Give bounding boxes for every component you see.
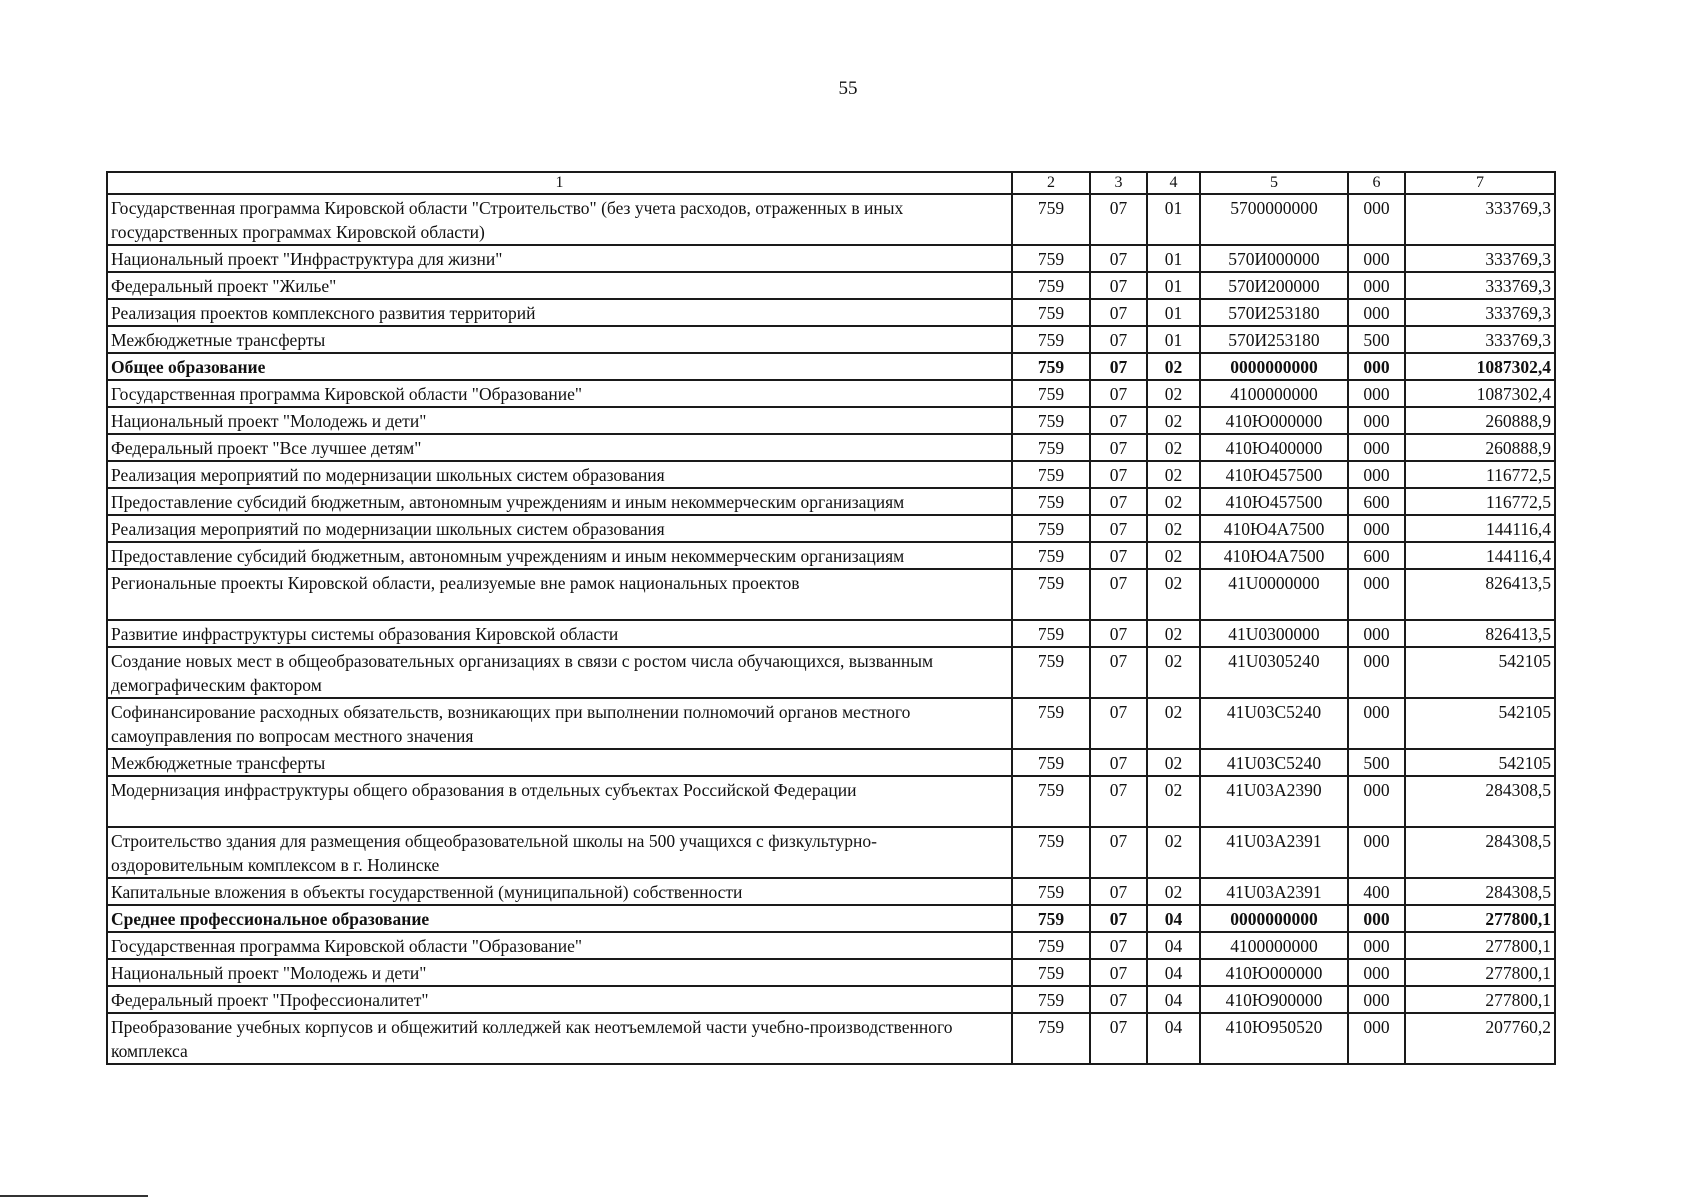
cell-subsection: 04 (1147, 959, 1200, 986)
cell-expense-type: 000 (1348, 380, 1405, 407)
table-row (107, 827, 1555, 878)
cell-amount: 826413,5 (1405, 569, 1555, 620)
cell-expense-type: 000 (1348, 353, 1405, 380)
cell-subsection: 01 (1147, 326, 1200, 353)
cell-target-article: 570И253180 (1200, 326, 1348, 353)
cell-amount: 1087302,4 (1405, 380, 1555, 407)
cell-name: Национальный проект "Молодежь и дети" (107, 959, 1012, 986)
budget-table (106, 171, 1556, 1065)
cell-expense-type: 000 (1348, 959, 1405, 986)
cell-amount: 284308,5 (1405, 827, 1555, 878)
cell-subsection: 02 (1147, 878, 1200, 905)
cell-target-article: 4100000000 (1200, 380, 1348, 407)
cell-section: 07 (1090, 569, 1147, 620)
cell-subsection: 02 (1147, 461, 1200, 488)
cell-expense-type: 000 (1348, 461, 1405, 488)
cell-section: 07 (1090, 986, 1147, 1013)
cell-section: 07 (1090, 353, 1147, 380)
cell-target-article: 41U0000000 (1200, 569, 1348, 620)
cell-expense-type: 500 (1348, 326, 1405, 353)
cell-ministry: 759 (1012, 749, 1090, 776)
cell-ministry: 759 (1012, 353, 1090, 380)
cell-ministry: 759 (1012, 407, 1090, 434)
cell-subsection: 02 (1147, 434, 1200, 461)
header-col-1: 1 (107, 172, 1012, 194)
cell-name: Модернизация инфраструктуры общего образования в отдельных субъектах Российской Федерации (107, 776, 1012, 827)
table-row (107, 461, 1555, 488)
table-row (107, 272, 1555, 299)
cell-subsection: 02 (1147, 353, 1200, 380)
cell-amount: 542105 (1405, 647, 1555, 698)
cell-target-article: 4100000000 (1200, 932, 1348, 959)
cell-amount: 207760,2 (1405, 1013, 1555, 1064)
cell-ministry: 759 (1012, 299, 1090, 326)
cell-ministry: 759 (1012, 620, 1090, 647)
cell-section: 07 (1090, 461, 1147, 488)
cell-target-article: 41U03А2390 (1200, 776, 1348, 827)
cell-subsection: 04 (1147, 1013, 1200, 1064)
cell-ministry: 759 (1012, 959, 1090, 986)
cell-amount: 333769,3 (1405, 326, 1555, 353)
cell-subsection: 02 (1147, 515, 1200, 542)
header-col-6: 6 (1348, 172, 1405, 194)
cell-amount: 277800,1 (1405, 905, 1555, 932)
cell-target-article: 410Ю4А7500 (1200, 515, 1348, 542)
header-col-7: 7 (1405, 172, 1555, 194)
cell-amount: 333769,3 (1405, 245, 1555, 272)
cell-section: 07 (1090, 1013, 1147, 1064)
cell-subsection: 01 (1147, 245, 1200, 272)
cell-name: Реализация мероприятий по модернизации школьных систем образования (107, 461, 1012, 488)
cell-name: Предоставление субсидий бюджетным, автономным учреждениям и иным некоммерческим организациям (107, 488, 1012, 515)
cell-subsection: 02 (1147, 647, 1200, 698)
cell-target-article: 410Ю000000 (1200, 407, 1348, 434)
cell-ministry: 759 (1012, 380, 1090, 407)
cell-amount: 333769,3 (1405, 299, 1555, 326)
cell-amount: 277800,1 (1405, 932, 1555, 959)
cell-expense-type: 000 (1348, 932, 1405, 959)
table-row (107, 749, 1555, 776)
cell-amount: 116772,5 (1405, 488, 1555, 515)
cell-section: 07 (1090, 380, 1147, 407)
cell-expense-type: 000 (1348, 194, 1405, 245)
header-col-2: 2 (1012, 172, 1090, 194)
cell-amount: 277800,1 (1405, 959, 1555, 986)
cell-name: Региональные проекты Кировской области, реализуемые вне рамок национальных проектов (107, 569, 1012, 620)
cell-amount: 116772,5 (1405, 461, 1555, 488)
cell-section: 07 (1090, 407, 1147, 434)
table-row (107, 515, 1555, 542)
header-col-4: 4 (1147, 172, 1200, 194)
table-row (107, 698, 1555, 749)
cell-ministry: 759 (1012, 932, 1090, 959)
cell-target-article: 0000000000 (1200, 905, 1348, 932)
cell-section: 07 (1090, 776, 1147, 827)
cell-subsection: 02 (1147, 542, 1200, 569)
header-col-5: 5 (1200, 172, 1348, 194)
cell-name: Среднее профессиональное образование (107, 905, 1012, 932)
cell-name: Развитие инфраструктуры системы образования Кировской области (107, 620, 1012, 647)
table-row (107, 299, 1555, 326)
cell-target-article: 0000000000 (1200, 353, 1348, 380)
cell-target-article: 410Ю000000 (1200, 959, 1348, 986)
cell-name: Создание новых мест в общеобразовательных организациях в связи с ростом числа обучающихся, вызванным демографическим фактором (107, 647, 1012, 698)
cell-amount: 333769,3 (1405, 194, 1555, 245)
cell-section: 07 (1090, 299, 1147, 326)
cell-ministry: 759 (1012, 434, 1090, 461)
table-row (107, 959, 1555, 986)
table-row (107, 326, 1555, 353)
page-number: 55 (838, 78, 858, 99)
cell-section: 07 (1090, 647, 1147, 698)
cell-subsection: 01 (1147, 299, 1200, 326)
cell-section: 07 (1090, 749, 1147, 776)
cell-name: Межбюджетные трансферты (107, 326, 1012, 353)
cell-section: 07 (1090, 620, 1147, 647)
cell-name: Национальный проект "Молодежь и дети" (107, 407, 1012, 434)
cell-subsection: 02 (1147, 827, 1200, 878)
cell-target-article: 410Ю900000 (1200, 986, 1348, 1013)
cell-target-article: 570И253180 (1200, 299, 1348, 326)
cell-section: 07 (1090, 542, 1147, 569)
table-row (107, 194, 1555, 245)
cell-name: Государственная программа Кировской области "Образование" (107, 380, 1012, 407)
cell-ministry: 759 (1012, 698, 1090, 749)
cell-name: Преобразование учебных корпусов и общежитий колледжей как неотъемлемой части учебно-производственного комплекса (107, 1013, 1012, 1064)
cell-ministry: 759 (1012, 878, 1090, 905)
cell-expense-type: 600 (1348, 488, 1405, 515)
cell-expense-type: 000 (1348, 299, 1405, 326)
cell-subsection: 04 (1147, 905, 1200, 932)
cell-section: 07 (1090, 272, 1147, 299)
scan-edge-line (0, 1195, 148, 1197)
table-row (107, 434, 1555, 461)
cell-expense-type: 500 (1348, 749, 1405, 776)
cell-section: 07 (1090, 245, 1147, 272)
table-row (107, 986, 1555, 1013)
cell-amount: 144116,4 (1405, 542, 1555, 569)
cell-subsection: 02 (1147, 407, 1200, 434)
cell-name: Капитальные вложения в объекты государственной (муниципальной) собственности (107, 878, 1012, 905)
table-row (107, 1013, 1555, 1064)
cell-ministry: 759 (1012, 986, 1090, 1013)
cell-amount: 542105 (1405, 749, 1555, 776)
cell-target-article: 41U0300000 (1200, 620, 1348, 647)
cell-section: 07 (1090, 905, 1147, 932)
cell-target-article: 410Ю4А7500 (1200, 542, 1348, 569)
cell-expense-type: 000 (1348, 407, 1405, 434)
cell-name: Реализация проектов комплексного развития территорий (107, 299, 1012, 326)
cell-amount: 542105 (1405, 698, 1555, 749)
cell-expense-type: 000 (1348, 827, 1405, 878)
table-row (107, 647, 1555, 698)
table-row (107, 380, 1555, 407)
cell-section: 07 (1090, 434, 1147, 461)
cell-section: 07 (1090, 698, 1147, 749)
cell-amount: 260888,9 (1405, 407, 1555, 434)
cell-expense-type: 000 (1348, 434, 1405, 461)
cell-expense-type: 000 (1348, 272, 1405, 299)
cell-expense-type: 000 (1348, 647, 1405, 698)
cell-expense-type: 000 (1348, 569, 1405, 620)
cell-expense-type: 000 (1348, 515, 1405, 542)
cell-name: Государственная программа Кировской области "Строительство" (без учета расходов, отраженных в иных государственных программах Кировской области) (107, 194, 1012, 245)
cell-section: 07 (1090, 488, 1147, 515)
cell-section: 07 (1090, 932, 1147, 959)
cell-ministry: 759 (1012, 647, 1090, 698)
cell-amount: 1087302,4 (1405, 353, 1555, 380)
cell-subsection: 04 (1147, 932, 1200, 959)
cell-section: 07 (1090, 194, 1147, 245)
cell-name: Государственная программа Кировской области "Образование" (107, 932, 1012, 959)
table-row (107, 542, 1555, 569)
cell-subsection: 01 (1147, 194, 1200, 245)
cell-expense-type: 000 (1348, 986, 1405, 1013)
cell-target-article: 41U03А2391 (1200, 878, 1348, 905)
cell-name: Софинансирование расходных обязательств, возникающих при выполнении полномочий органов местного самоуправления по вопросам местного значения (107, 698, 1012, 749)
cell-target-article: 410Ю400000 (1200, 434, 1348, 461)
table-row (107, 407, 1555, 434)
cell-target-article: 410Ю457500 (1200, 488, 1348, 515)
cell-target-article: 41U03А2391 (1200, 827, 1348, 878)
table-row (107, 932, 1555, 959)
cell-ministry: 759 (1012, 245, 1090, 272)
cell-amount: 284308,5 (1405, 776, 1555, 827)
table-row (107, 245, 1555, 272)
cell-subsection: 02 (1147, 380, 1200, 407)
cell-target-article: 570И000000 (1200, 245, 1348, 272)
cell-section: 07 (1090, 515, 1147, 542)
cell-target-article: 41U0305240 (1200, 647, 1348, 698)
cell-subsection: 02 (1147, 488, 1200, 515)
cell-amount: 277800,1 (1405, 986, 1555, 1013)
cell-name: Национальный проект "Инфраструктура для жизни" (107, 245, 1012, 272)
cell-name: Строительство здания для размещения общеобразовательной школы на 500 учащихся с физкультурно-оздоровительным комплексом в г. Нолинске (107, 827, 1012, 878)
cell-name: Федеральный проект "Все лучшее детям" (107, 434, 1012, 461)
table-row (107, 353, 1555, 380)
cell-name: Межбюджетные трансферты (107, 749, 1012, 776)
cell-target-article: 41U03С5240 (1200, 698, 1348, 749)
cell-ministry: 759 (1012, 569, 1090, 620)
cell-subsection: 02 (1147, 620, 1200, 647)
cell-section: 07 (1090, 326, 1147, 353)
cell-amount: 144116,4 (1405, 515, 1555, 542)
cell-ministry: 759 (1012, 488, 1090, 515)
cell-expense-type: 400 (1348, 878, 1405, 905)
cell-name: Федеральный проект "Профессионалитет" (107, 986, 1012, 1013)
cell-subsection: 02 (1147, 749, 1200, 776)
header-col-3: 3 (1090, 172, 1147, 194)
cell-name: Общее образование (107, 353, 1012, 380)
cell-section: 07 (1090, 959, 1147, 986)
cell-ministry: 759 (1012, 776, 1090, 827)
cell-target-article: 5700000000 (1200, 194, 1348, 245)
cell-ministry: 759 (1012, 194, 1090, 245)
cell-amount: 260888,9 (1405, 434, 1555, 461)
cell-section: 07 (1090, 878, 1147, 905)
cell-expense-type: 000 (1348, 620, 1405, 647)
cell-subsection: 02 (1147, 776, 1200, 827)
cell-expense-type: 000 (1348, 776, 1405, 827)
table-row (107, 488, 1555, 515)
cell-subsection: 02 (1147, 698, 1200, 749)
cell-target-article: 570И200000 (1200, 272, 1348, 299)
cell-amount: 284308,5 (1405, 878, 1555, 905)
cell-ministry: 759 (1012, 542, 1090, 569)
cell-subsection: 02 (1147, 569, 1200, 620)
cell-ministry: 759 (1012, 827, 1090, 878)
cell-name: Предоставление субсидий бюджетным, автономным учреждениям и иным некоммерческим организациям (107, 542, 1012, 569)
table-row (107, 569, 1555, 620)
table-row (107, 776, 1555, 827)
table-row (107, 905, 1555, 932)
cell-ministry: 759 (1012, 515, 1090, 542)
cell-subsection: 01 (1147, 272, 1200, 299)
cell-ministry: 759 (1012, 905, 1090, 932)
cell-target-article: 41U03С5240 (1200, 749, 1348, 776)
cell-expense-type: 600 (1348, 542, 1405, 569)
table-header-row (107, 172, 1555, 194)
table-row (107, 878, 1555, 905)
cell-amount: 333769,3 (1405, 272, 1555, 299)
cell-subsection: 04 (1147, 986, 1200, 1013)
cell-ministry: 759 (1012, 272, 1090, 299)
cell-expense-type: 000 (1348, 905, 1405, 932)
cell-name: Реализация мероприятий по модернизации школьных систем образования (107, 515, 1012, 542)
table-row (107, 620, 1555, 647)
cell-expense-type: 000 (1348, 698, 1405, 749)
cell-ministry: 759 (1012, 461, 1090, 488)
cell-name: Федеральный проект "Жилье" (107, 272, 1012, 299)
cell-ministry: 759 (1012, 326, 1090, 353)
cell-expense-type: 000 (1348, 1013, 1405, 1064)
cell-amount: 826413,5 (1405, 620, 1555, 647)
table-body (107, 194, 1555, 1064)
cell-target-article: 410Ю457500 (1200, 461, 1348, 488)
cell-section: 07 (1090, 827, 1147, 878)
cell-target-article: 410Ю950520 (1200, 1013, 1348, 1064)
cell-expense-type: 000 (1348, 245, 1405, 272)
cell-ministry: 759 (1012, 1013, 1090, 1064)
